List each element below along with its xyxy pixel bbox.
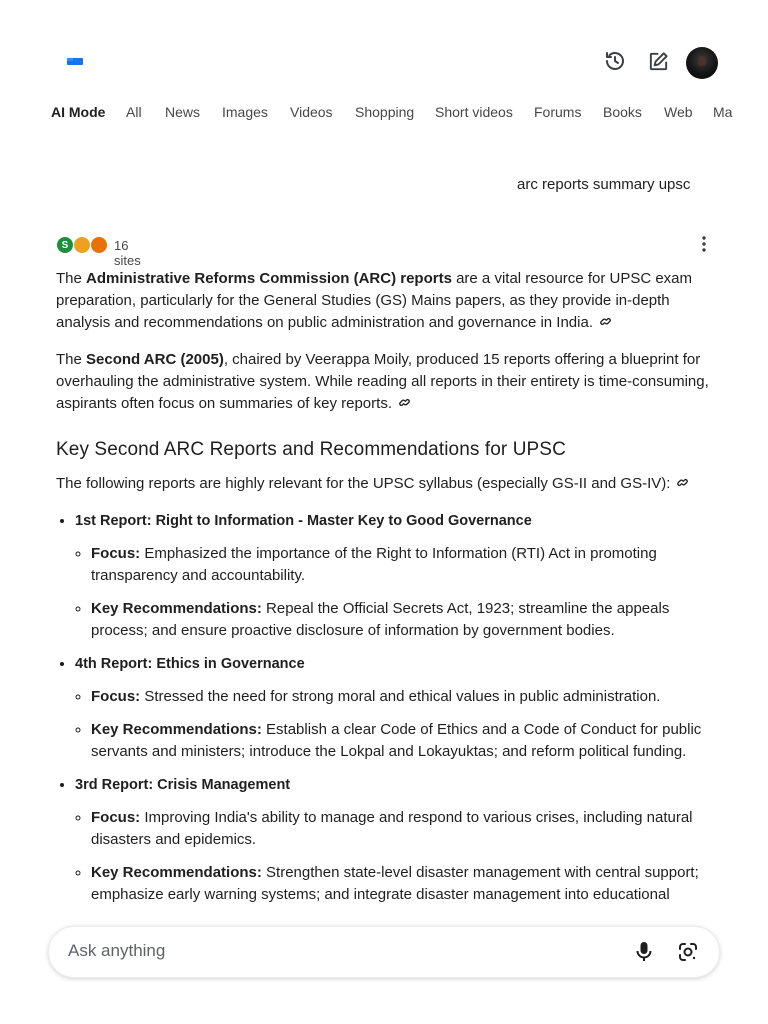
report-details [75, 686, 716, 763]
list-item [91, 598, 716, 642]
focus-text: Stressed the need for strong moral and ethical values in public administration. [140, 688, 661, 705]
bold-text: Second ARC (2005) [86, 351, 224, 368]
citation-link-icon[interactable] [599, 313, 612, 326]
lens-camera-icon[interactable] [677, 941, 699, 963]
user-query: arc reports summary upsc [517, 176, 691, 193]
source-favicon: S [56, 236, 74, 254]
recommendations-label: Key Recommendations: [91, 721, 262, 738]
report-details [75, 807, 716, 906]
report-details [75, 543, 716, 642]
list-item [91, 686, 716, 708]
focus-label: Focus: [91, 809, 141, 826]
tab-all[interactable]: All [126, 104, 142, 120]
answer-paragraph [56, 349, 716, 415]
section-heading: Key Second ARC Reports and Recommendations for UPSC [56, 439, 566, 460]
search-tabs [0, 96, 768, 130]
list-item [91, 719, 716, 763]
source-favicon [90, 236, 108, 254]
reports-list [56, 510, 716, 906]
tab-short-videos[interactable]: Short videos [435, 104, 513, 120]
recommendations-text: Strengthen state-level disaster management with central support; emphasize early warning systems; and integrate disaster management into educational [91, 864, 699, 903]
tab-books[interactable]: Books [603, 104, 642, 120]
tab-images[interactable]: Images [222, 104, 268, 120]
tab-news[interactable]: News [165, 104, 201, 120]
citation-link-icon[interactable] [676, 474, 689, 487]
ask-input[interactable] [68, 941, 588, 961]
text: , chaired by Veerappa Moily, produced 15 reports offering a blueprint for overhauling the administrative system. While reading all reports in their entirety is time-consuming, aspirants often focus on summaries of key reports. [56, 351, 709, 412]
tab-shopping[interactable]: Shopping [355, 104, 415, 120]
focus-label: Focus: [91, 688, 141, 705]
source-favicon [73, 236, 91, 254]
answer-paragraph [56, 268, 716, 334]
text: are a vital resource for UPSC exam preparation, particularly for the General Studies (GS) Mains papers, as they provide in-depth analysis and recommendations on public administration and governance in India. [56, 270, 693, 331]
bold-text: Administrative Reforms Commission (ARC) reports [86, 270, 452, 287]
ask-box[interactable] [48, 926, 720, 978]
microphone-icon[interactable] [634, 941, 654, 963]
list-item [91, 807, 716, 851]
account-avatar[interactable] [686, 47, 718, 79]
recommendations-text: Establish a clear Code of Ethics and a Code of Conduct for public servants and ministers; introduce the Lokpal and Lokayuktas; and reform political funding. [91, 721, 702, 760]
tab-ai-mode[interactable]: AI Mode [51, 104, 106, 120]
recommendations-label: Key Recommendations: [91, 600, 262, 617]
section-intro [56, 473, 716, 495]
recommendations-text: Repeal the Official Secrets Act, 1923; streamline the appeals process; and ensure proactive disclosure of information by government bodies. [91, 600, 670, 639]
tab-videos[interactable]: Videos [290, 104, 333, 120]
history-icon[interactable] [600, 46, 630, 76]
top-bar [0, 0, 768, 96]
sites-count[interactable]: 16 sites [114, 238, 141, 268]
focus-text: Improving India's ability to manage and respond to various crises, including natural disasters and epidemics. [91, 809, 693, 848]
text: The following reports are highly relevant for the UPSC syllabus (especially GS-II and GS-IV): [56, 475, 671, 492]
google-logo-icon[interactable] [67, 58, 83, 65]
new-chat-edit-icon[interactable] [643, 46, 673, 76]
list-item [91, 862, 716, 906]
focus-label: Focus: [91, 545, 141, 562]
text: The [56, 270, 87, 287]
report-title: • 3rd Report: Crisis Management [75, 777, 291, 793]
list-item [75, 774, 716, 906]
ai-answer [56, 268, 716, 917]
report-title: • 1st Report: Right to Information - Master Key to Good Governance [75, 513, 532, 529]
list-item [75, 653, 716, 763]
report-title: • 4th Report: Ethics in Governance [75, 656, 305, 672]
tab-maps[interactable]: Ma [713, 104, 733, 120]
tab-web[interactable]: Web [664, 104, 693, 120]
more-options-icon[interactable] [694, 234, 714, 254]
citation-link-icon[interactable] [398, 394, 411, 407]
list-item [75, 510, 716, 642]
tab-forums[interactable]: Forums [534, 104, 582, 120]
focus-text: Emphasized the importance of the Right to Information (RTI) Act in promoting transparency and accountability. [91, 545, 657, 584]
list-item [91, 543, 716, 587]
text: The [56, 351, 87, 368]
recommendations-label: Key Recommendations: [91, 864, 262, 881]
